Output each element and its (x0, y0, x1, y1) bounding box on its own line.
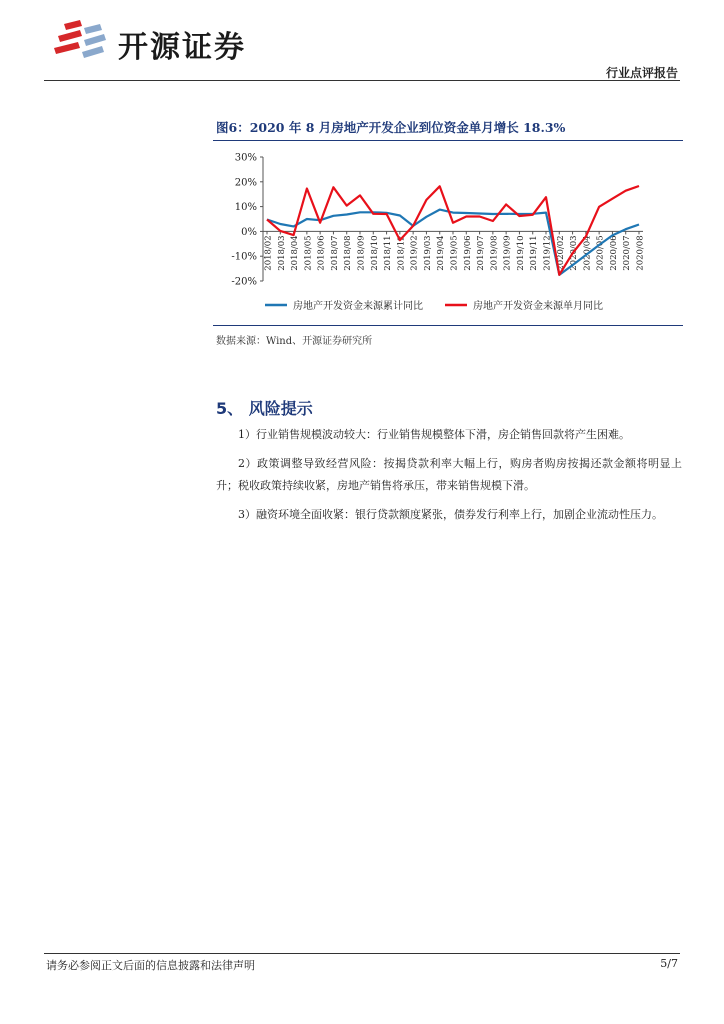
x-tick-label: 2020/04 (582, 235, 593, 271)
x-tick-label: 2020/03 (569, 235, 580, 271)
y-tick-label: 30% (234, 152, 257, 164)
x-tick-label: 2020/05 (595, 235, 606, 271)
figure-source: 数据来源：Wind、开源证券研究所 (216, 336, 373, 347)
footer-disclaimer: 请务必参阅正文后面的信息披露和法律声明 (46, 959, 255, 972)
figure-bottom-rule (213, 325, 683, 326)
x-tick-label: 2020/06 (608, 235, 619, 271)
footer-divider (44, 953, 680, 954)
brand-name: 开源证券 (118, 30, 246, 65)
logo-mark-red-low (54, 42, 80, 54)
risk-paragraph-2: 2）政策调整导致经营风险：按揭贷款利率大幅上行，购房者购房按揭还款金额将明显上升；税收政策持续收紧，房地产销售将承压，带来销售规模下滑。 (216, 457, 682, 492)
page-number: 5/7 (660, 957, 678, 970)
x-tick-label: 2018/06 (316, 235, 327, 271)
x-tick-label: 2019/05 (449, 235, 460, 271)
figure-title: 图6：2020 年 8 月房地产开发企业到位资金单月增长 18.3% (216, 120, 566, 135)
x-tick-label: 2018/05 (303, 235, 314, 271)
risk-paragraph-1: 1）行业销售规模波动较大：行业销售规模整体下滑，房企销售回款将产生困难。 (238, 428, 630, 441)
y-tick-label: 10% (234, 202, 257, 214)
logo-mark-blue-1 (84, 24, 102, 34)
legend-label-2: 房地产开发资金来源单月同比 (473, 301, 603, 312)
y-tick-label: -10% (231, 251, 257, 263)
x-tick-label: 2018/10 (369, 235, 380, 271)
x-tick-label: 2019/11 (529, 235, 540, 271)
x-tick-label: 2019/09 (502, 235, 513, 271)
company-logo (50, 18, 110, 64)
x-tick-label: 2019/03 (422, 235, 433, 271)
x-tick-label: 2019/10 (515, 235, 526, 271)
x-tick-label: 2018/11 (383, 235, 394, 271)
x-tick-label: 2018/09 (356, 235, 367, 271)
x-tick-label: 2019/07 (476, 235, 487, 271)
figure-top-rule (213, 140, 683, 141)
x-tick-label: 2019/12 (542, 235, 553, 271)
section-heading: 5、 风险提示 (216, 399, 313, 418)
risk-paragraph-3: 3）融资环境全面收紧：银行贷款额度紧张，债券发行利率上行，加剧企业流动性压力。 (238, 508, 663, 521)
line-chart (213, 143, 683, 323)
legend-label-1: 房地产开发资金来源累计同比 (293, 301, 423, 312)
report-type: 行业点评报告 (605, 66, 678, 80)
x-tick-label: 2019/06 (462, 235, 473, 271)
x-tick-label: 2018/04 (290, 235, 301, 271)
x-tick-label: 2019/02 (409, 235, 420, 271)
x-tick-label: 2020/02 (555, 235, 566, 271)
y-tick-label: 20% (234, 177, 257, 189)
x-tick-label: 2020/07 (622, 235, 633, 271)
x-tick-label: 2020/08 (635, 235, 646, 271)
x-tick-label: 2018/12 (396, 235, 407, 271)
x-tick-label: 2018/03 (276, 235, 287, 271)
header-divider (44, 80, 680, 81)
x-tick-label: 2019/08 (489, 235, 500, 271)
logo-mark-blue-3 (82, 46, 104, 58)
logo-mark-red-mid (58, 30, 82, 42)
y-tick-label: -20% (231, 276, 257, 288)
x-tick-label: 2018/02 (263, 235, 274, 271)
logo-mark-red-top (64, 20, 82, 30)
y-tick-label: 0% (241, 226, 257, 238)
x-tick-label: 2018/08 (343, 235, 354, 271)
x-tick-label: 2018/07 (329, 235, 340, 271)
x-tick-label: 2019/04 (436, 235, 447, 271)
logo-mark-blue-2 (84, 34, 106, 46)
